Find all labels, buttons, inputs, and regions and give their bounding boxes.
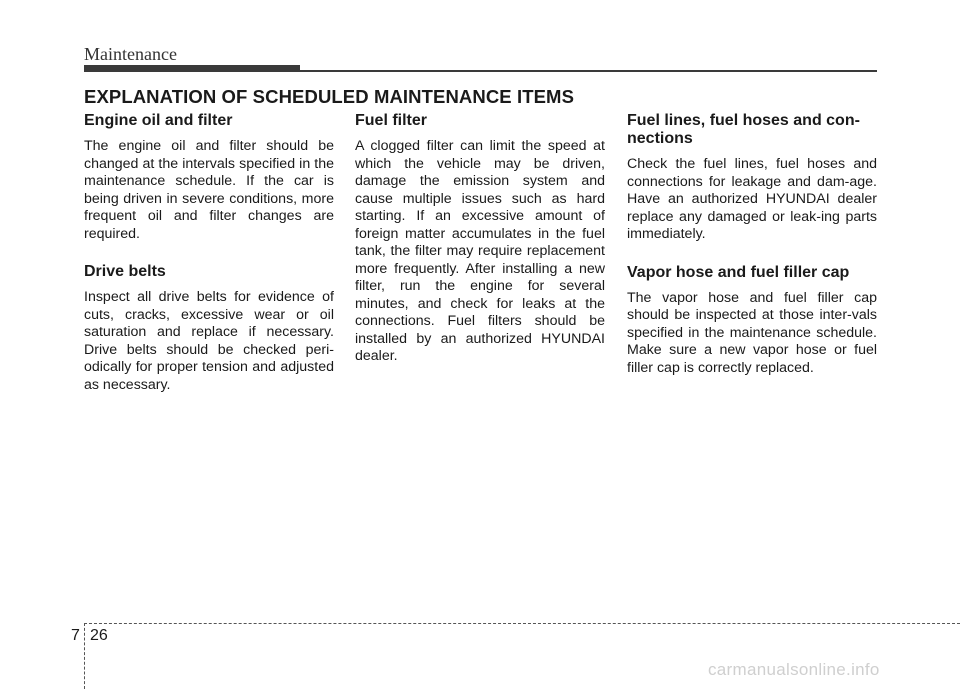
paragraph-engine-oil: The engine oil and filter should be changed at the intervals specified in the maintenance schedule. If the car is being driven in severe conditions, more frequent oil and filter changes are required. xyxy=(84,138,334,242)
heading-drive-belts: Drive belts xyxy=(84,263,166,280)
heading-fuel-lines: Fuel lines, fuel hoses and con-nections xyxy=(627,112,860,147)
chapter-number: 7 xyxy=(71,627,80,644)
footer-rule xyxy=(84,623,960,624)
heading-engine-oil: Engine oil and filter xyxy=(84,112,233,129)
header-rule-thick xyxy=(84,65,300,72)
section-title: EXPLANATION OF SCHEDULED MAINTENANCE ITEMS xyxy=(84,86,575,107)
paragraph-fuel-lines: Check the fuel lines, fuel hoses and connections for leakage and dam-age. Have an authorized HYUNDAI dealer replace any damaged or leak-ing parts immediately. xyxy=(627,156,877,242)
footer-divider xyxy=(84,623,85,689)
paragraph-vapor-hose: The vapor hose and fuel filler cap should be inspected at those inter-vals specified in the maintenance schedule. Make sure a new vapor hose or fuel filler cap is correctly replaced. xyxy=(627,289,877,376)
column-right xyxy=(627,112,877,377)
paragraph-fuel-filter: A clogged filter can limit the speed at which the vehicle may be driven, damage the emission system and cause multiple issues such as hard starting. If an excessive amount of foreign matter accumulates in the fuel tank, the filter may require replacement more frequently. After installing a new filter, run the engine for several minutes, and check for leaks at the connections. Fuel filters should be installed by an authorized HYUNDAI dealer. xyxy=(355,138,605,364)
watermark-text: carmanualsonline.info xyxy=(708,660,880,679)
column-left xyxy=(84,112,334,394)
header-rule-thin xyxy=(300,70,877,72)
page-number: 26 xyxy=(90,627,108,644)
running-header-title: Maintenance xyxy=(84,44,177,64)
column-middle xyxy=(355,112,605,366)
paragraph-drive-belts: Inspect all drive belts for evidence of cuts, cracks, excessive wear or oil saturation and replace if necessary. Drive belts should be checked peri-odically for proper tension and adjusted as necessary. xyxy=(84,289,334,393)
heading-vapor-hose: Vapor hose and fuel filler cap xyxy=(627,263,850,281)
heading-fuel-filter: Fuel filter xyxy=(355,112,428,129)
